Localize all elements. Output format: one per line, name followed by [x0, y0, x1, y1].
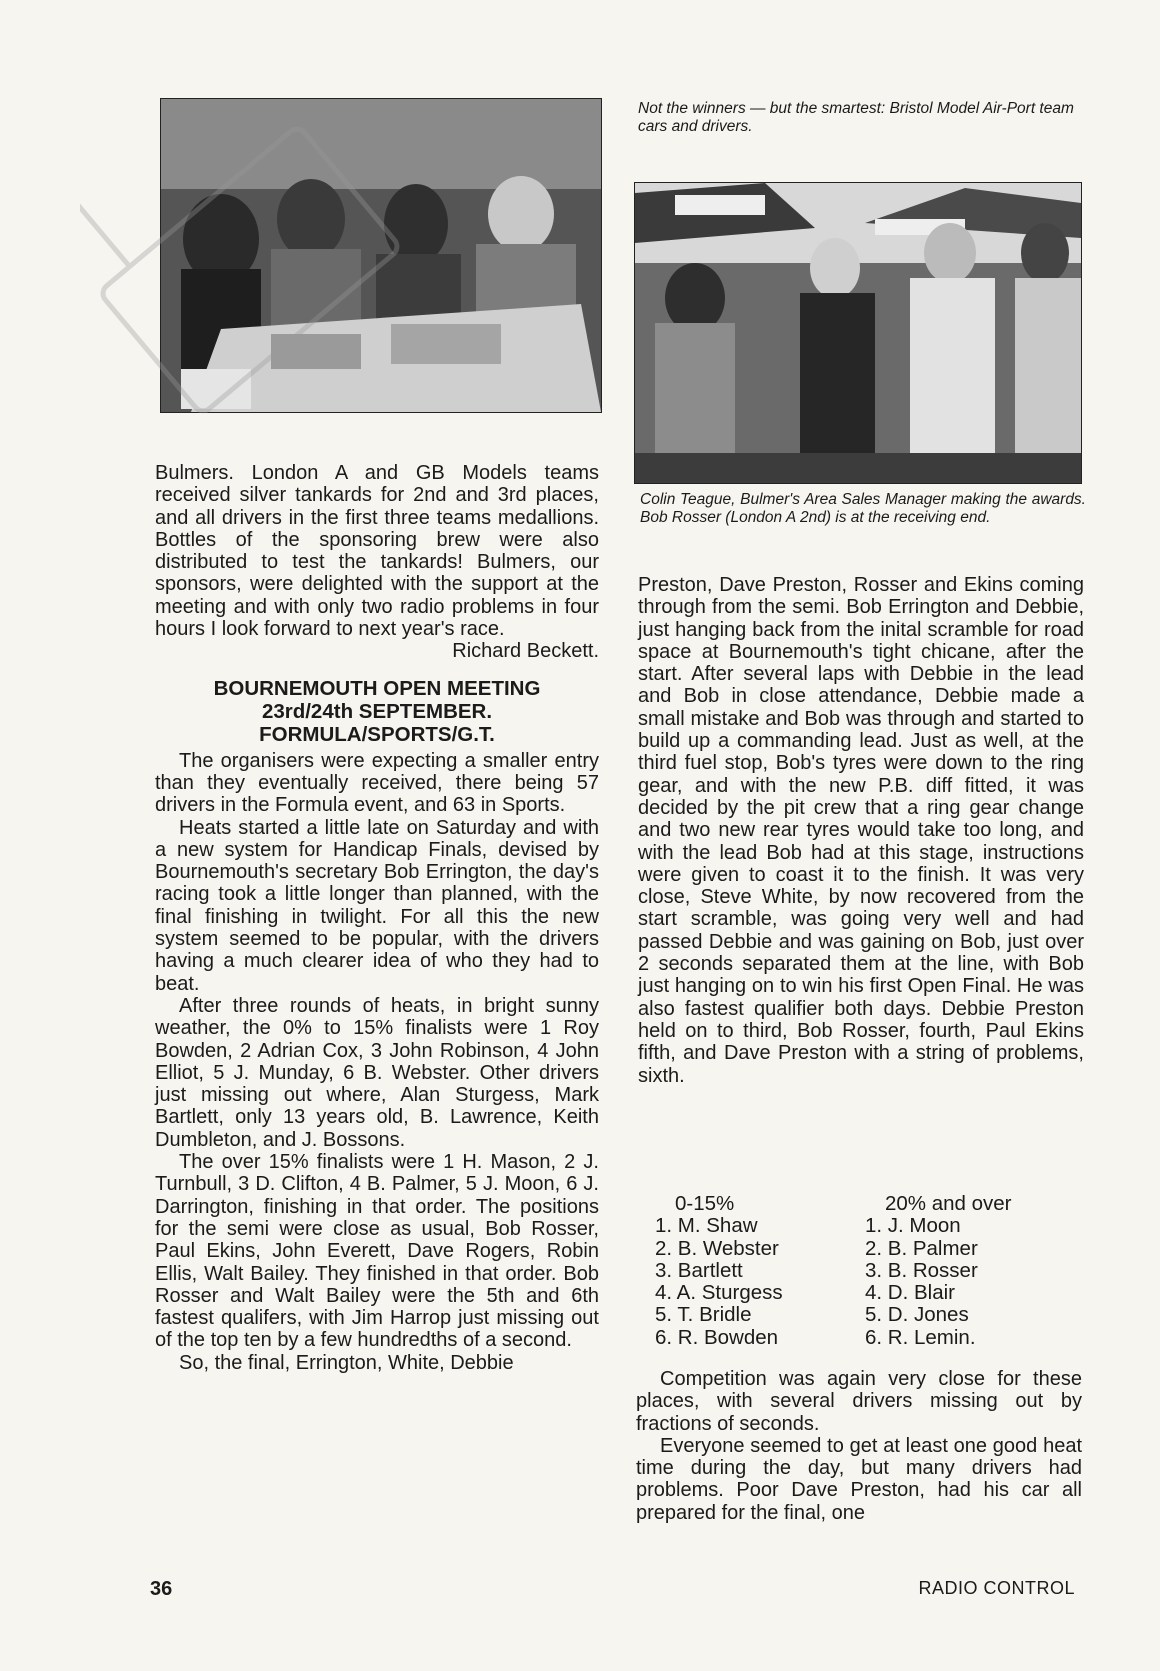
- article-heading: [155, 677, 599, 746]
- results-col-20-over: [865, 1193, 1012, 1349]
- result-item: 1. J. Moon: [865, 1214, 961, 1238]
- results-col2-title: 20% and over: [885, 1192, 1012, 1215]
- result-item: 5. D. Jones: [865, 1303, 969, 1327]
- signature: Richard Beckett.: [452, 640, 599, 663]
- right-column-bottom: [636, 1368, 1082, 1524]
- result-item: 2. B. Webster: [655, 1236, 779, 1260]
- magazine-name: RADIO CONTROL: [918, 1578, 1075, 1598]
- result-item: 6. R. Bowden: [655, 1325, 779, 1349]
- paragraph: Heats started a little late on Saturday and with a new system for Handicap Finals, devised by Bournemouth's secretary Bob Errington, the day's racing took a little longer than planned, with the final finishing in twilight. For all this the new system seemed to be popular, with the drivers having a much clearer idea of who they had to beat.: [155, 816, 599, 995]
- result-item: 2. B. Palmer: [865, 1236, 978, 1260]
- result-item: 5. T. Bridle: [655, 1303, 752, 1327]
- intro-paragraph: Bulmers. London A and GB Models teams received silver tankards for 2nd and 3rd places, and all drivers in the first three teams medallions. Bottles of the sponsoring brew were also distributed to test the tankards! Bulmers, our sponsors, were delighted with the support at the meeting and with only two radio problems in four hours I look forward to next year's race.: [155, 462, 599, 641]
- results-col1-title: 0-15%: [675, 1192, 735, 1215]
- paragraph: The organisers were expecting a smaller entry than they eventually received, there being 57 drivers in the Formula event, and 63 in Sports.: [155, 749, 599, 817]
- result-item: 3. B. Rosser: [865, 1258, 978, 1282]
- paragraph: Preston, Dave Preston, Rosser and Ekins coming through from the semi. Bob Errington and Debbie, just hanging back from the inital scramble for road space at Bournemouth's tight chicane, after the start. After several laps with Debbie in the lead and Bob in close attendance, Debbie made a small mistake and Bob was through and started to build up a commanding lead. Just as well, at the third fuel stop, Bob's tyres were down to the ring gear, and with the new P.B. diff fitted, it was decided by the pit crew that a ring gear change and two new rear tyres would take too long, and with the lead Bob had at this stage, instructions were given to coast it to the finish. It was very close, Steve White, by now recovered from the start scramble, was going very well and had passed Debbie and was gaining on Bob, just over 2 seconds separated them at the line, with Bob just hanging on to win his first Open Final. He was also fastest qualifier both days. Debbie Preston held on to third, Bob Rosser, fourth, Paul Ekins fifth, and Dave Preston with a string of problems, sixth.: [638, 574, 1084, 1087]
- left-column: [155, 462, 599, 1374]
- result-item: 6. R. Lemin.: [865, 1325, 976, 1349]
- result-item: 1. M. Shaw: [655, 1214, 758, 1238]
- caption-bottom: Colin Teague, Bulmer's Area Sales Manager making the awards. Bob Rosser (London A 2nd) is at the receiving end.: [640, 491, 1086, 526]
- team-photo: [160, 98, 602, 413]
- heading-line-3: FORMULA/SPORTS/G.T.: [259, 722, 495, 746]
- result-item: 4. D. Blair: [865, 1281, 955, 1305]
- heading-line-2: 23rd/24th SEPTEMBER.: [261, 699, 493, 723]
- result-item: 4. A. Sturgess: [655, 1281, 783, 1305]
- caption-top: Not the winners — but the smartest: Bristol Model Air-Port team cars and drivers.: [638, 100, 1074, 135]
- paragraph: Competition was again very close for these places, with several drivers missing out by fractions of seconds.: [636, 1368, 1082, 1435]
- results-table: [655, 1193, 1075, 1353]
- awards-photo: [634, 182, 1082, 484]
- paragraph: After three rounds of heats, in bright sunny weather, the 0% to 15% finalists were 1 Roy Bowden, 2 Adrian Cox, 3 John Robinson, 4 John Elliot, 5 J. Munday, 6 B. Webster. Other drivers just missing out where, Alan Sturgess, Mark Bartlett, only 13 years old, B. Lawrence, Keith Dumbleton, and J. Bossons.: [155, 994, 599, 1151]
- page-number: 36: [150, 1578, 173, 1600]
- paragraph: Everyone seemed to get at least one good heat time during the day, but many drivers had problems. Poor Dave Preston, had his car all prepared for the final, one: [636, 1434, 1082, 1524]
- results-col-0-15: [655, 1193, 783, 1349]
- paragraph: The over 15% finalists were 1 H. Mason, 2 J. Turnbull, 3 D. Clifton, 4 B. Palmer, 5 J. Moon, 6 J. Darrington, finishing in that order. The positions for the semi were close as usual, Bob Rosser, Paul Ekins, John Everett, Dave Rogers, Robin Ellis, Walt Bailey. They finished in that order. Bob Rosser and Walt Bailey were the 5th and 6th fastest qualifers, with Jim Harrop just missing out of the top ten by a few hundredths of a second.: [155, 1151, 599, 1352]
- heading-line-1: BOURNEMOUTH OPEN MEETING: [213, 676, 541, 700]
- paragraph: So, the final, Errington, White, Debbie: [179, 1351, 514, 1374]
- result-item: 3. Bartlett: [655, 1258, 743, 1282]
- right-column-top: [638, 574, 1084, 1087]
